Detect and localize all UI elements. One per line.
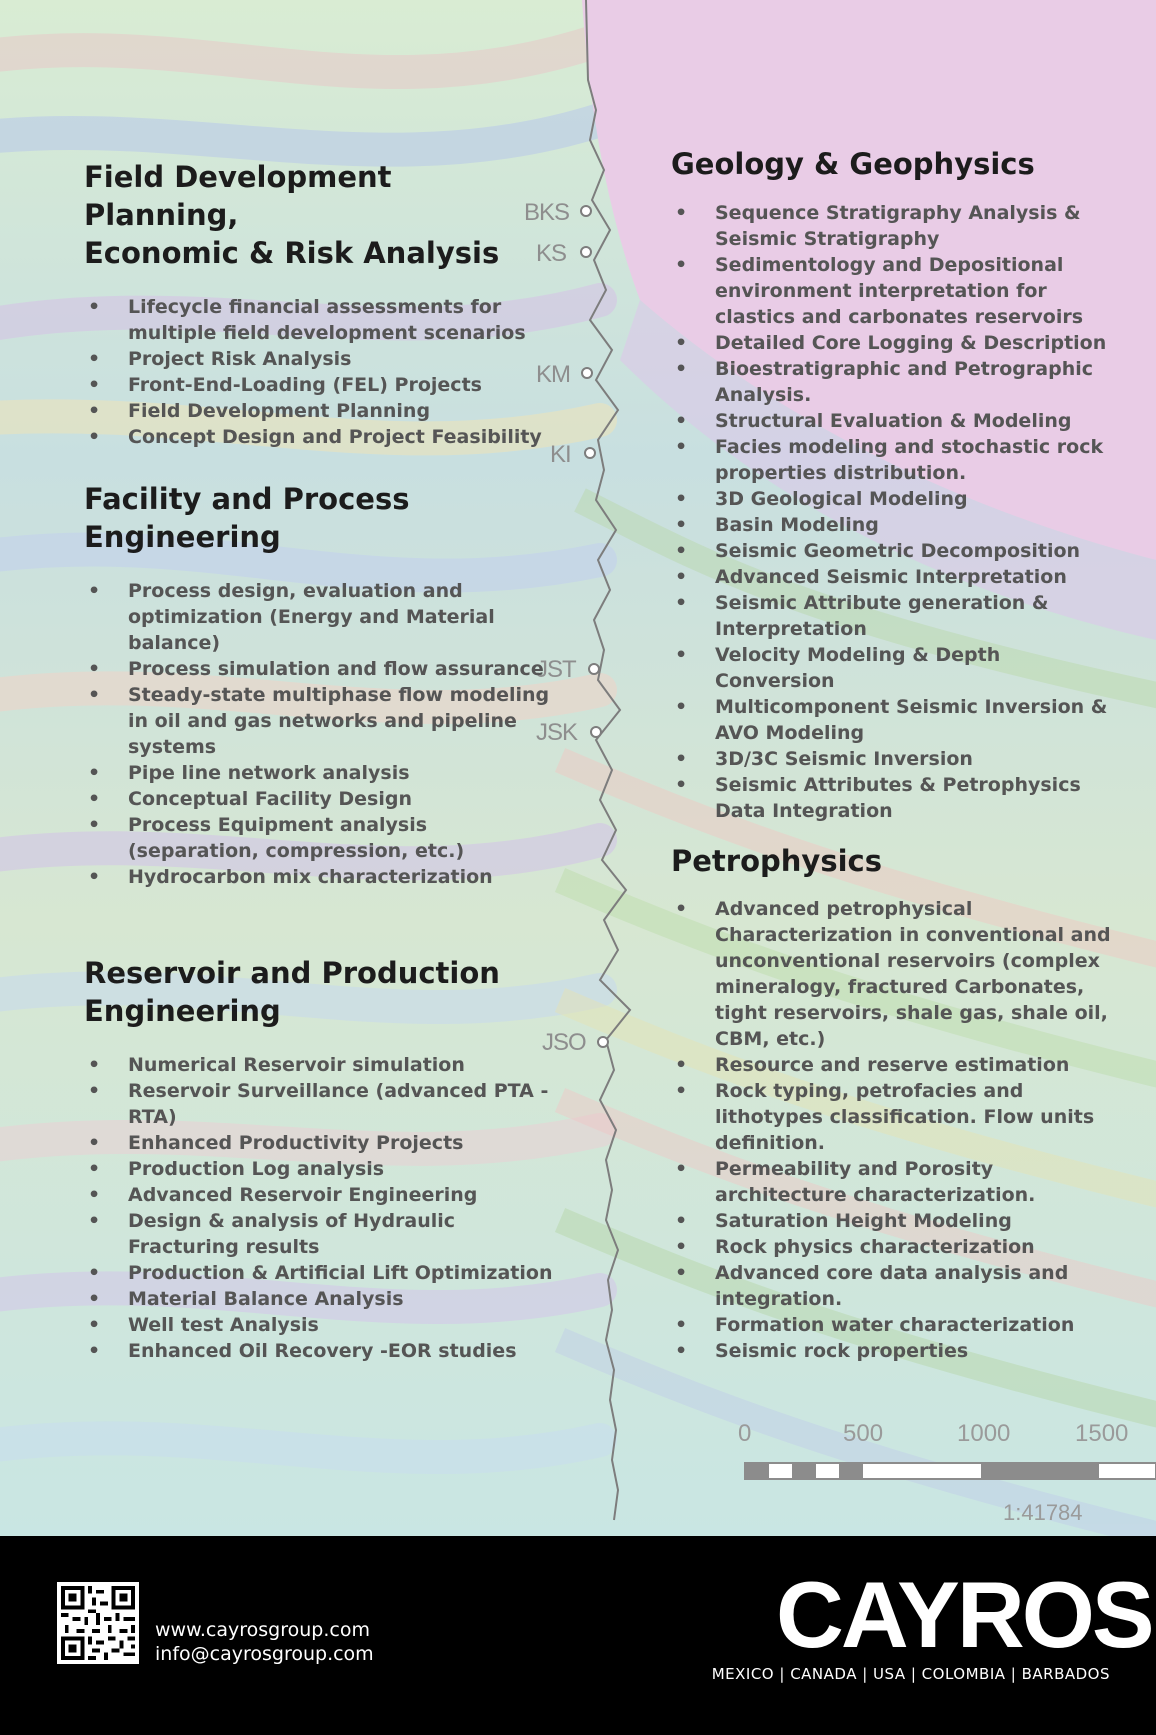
- list-item: • Sedimentology and Depositional environment interpretation for clastics and carbonates reservoirs: [671, 252, 1111, 330]
- brand-logo: CAYROS: [776, 1562, 1152, 1667]
- list-item: • Enhanced Oil Recovery -EOR studies: [84, 1338, 554, 1364]
- list-item: • Seismic Geometric Decomposition: [671, 538, 1111, 564]
- bullet-list: [671, 200, 1111, 824]
- title-line: Economic & Risk Analysis: [84, 236, 500, 270]
- bullet-list: [84, 578, 554, 890]
- section-title: [84, 954, 554, 1030]
- list-item: • Advanced petrophysical Characterization in conventional and unconventional reservoirs (complex mineralogy, fractured Carbonates, tight reservoirs, shale gas, shale oil, CBM, etc.): [671, 896, 1111, 1052]
- list-item: • Reservoir Surveillance (advanced PTA - RTA): [84, 1078, 554, 1130]
- bullet-list: [671, 896, 1111, 1364]
- list-item: • Permeability and Porosity architecture characterization.: [671, 1156, 1111, 1208]
- section-title: [84, 480, 554, 556]
- list-item: • Saturation Height Modeling: [671, 1208, 1111, 1234]
- scale-tick: 1000: [957, 1420, 1011, 1447]
- list-item: • Structural Evaluation & Modeling: [671, 408, 1111, 434]
- list-item: • Hydrocarbon mix characterization: [84, 864, 554, 890]
- list-item: • Well test Analysis: [84, 1312, 554, 1338]
- list-item: • Multicomponent Seismic Inversion & AVO Modeling: [671, 694, 1111, 746]
- well-marker: KI: [550, 441, 571, 468]
- well-marker: JST: [536, 656, 576, 683]
- list-item: • Production Log analysis: [84, 1156, 554, 1182]
- title-line: Reservoir and Production: [84, 956, 500, 990]
- list-item: • Velocity Modeling & Depth Conversion: [671, 642, 1111, 694]
- well-marker: BKS: [524, 199, 570, 226]
- list-item: • Advanced core data analysis and integration.: [671, 1260, 1111, 1312]
- list-item: • Process design, evaluation and optimization (Energy and Material balance): [84, 578, 554, 656]
- list-item: • Front-End-Loading (FEL) Projects: [84, 372, 554, 398]
- list-item: • Field Development Planning: [84, 398, 554, 424]
- list-item: • Bioestratigraphic and Petrographic Analysis.: [671, 356, 1111, 408]
- list-item: • Formation water characterization: [671, 1312, 1111, 1338]
- title-line: Engineering: [84, 520, 281, 554]
- section-reservoir-production: [84, 954, 554, 1364]
- scale-tick: 0: [738, 1420, 752, 1447]
- section-title: Geology & Geophysics: [671, 147, 1035, 181]
- list-item: • Pipe line network analysis: [84, 760, 554, 786]
- list-item: • Rock physics characterization: [671, 1234, 1111, 1260]
- list-item: • Steady-state multiphase flow modeling in oil and gas networks and pipeline systems: [84, 682, 554, 760]
- well-marker: KS: [536, 240, 567, 267]
- list-item: • Design & analysis of Hydraulic Fracturing results: [84, 1208, 554, 1260]
- well-marker: KM: [536, 361, 570, 388]
- well-marker: JSO: [542, 1029, 586, 1056]
- bullet-list: [84, 1052, 554, 1364]
- list-item: • Numerical Reservoir simulation: [84, 1052, 554, 1078]
- list-item: • Process simulation and flow assurance: [84, 656, 554, 682]
- list-item: • Conceptual Facility Design: [84, 786, 554, 812]
- email-link[interactable]: info@cayrosgroup.com: [155, 1643, 374, 1665]
- list-item: • Seismic Attribute generation & Interpretation: [671, 590, 1111, 642]
- list-item: • Concept Design and Project Feasibility: [84, 424, 554, 450]
- scale-tick: 500: [843, 1420, 884, 1447]
- list-item: • Seismic Attributes & Petrophysics Data Integration: [671, 772, 1111, 824]
- section-facility-process: [84, 480, 554, 890]
- list-item: • Sequence Stratigraphy Analysis & Seismic Stratigraphy: [671, 200, 1111, 252]
- title-line: Facility and Process: [84, 482, 410, 516]
- list-item: • 3D/3C Seismic Inversion: [671, 746, 1111, 772]
- scale-tick: 1500: [1075, 1420, 1129, 1447]
- section-title: Petrophysics: [671, 844, 882, 878]
- list-item: • Advanced Seismic Interpretation: [671, 564, 1111, 590]
- list-item: • 3D Geological Modeling: [671, 486, 1111, 512]
- section-title: [84, 158, 554, 272]
- website-link[interactable]: www.cayrosgroup.com: [155, 1619, 370, 1641]
- list-item: • Detailed Core Logging & Description: [671, 330, 1111, 356]
- list-item: • Facies modeling and stochastic rock properties distribution.: [671, 434, 1111, 486]
- list-item: • Advanced Reservoir Engineering: [84, 1182, 554, 1208]
- section-geology-geophysics: [671, 145, 1111, 824]
- section-field-development: [84, 158, 554, 450]
- list-item: • Lifecycle financial assessments for multiple field development scenarios: [84, 294, 554, 346]
- list-item: • Resource and reserve estimation: [671, 1052, 1111, 1078]
- qr-code-icon: [57, 1582, 139, 1664]
- list-item: • Basin Modeling: [671, 512, 1111, 538]
- list-item: • Material Balance Analysis: [84, 1286, 554, 1312]
- list-item: • Project Risk Analysis: [84, 346, 554, 372]
- list-item: • Enhanced Productivity Projects: [84, 1130, 554, 1156]
- title-line: Field Development Planning,: [84, 160, 392, 232]
- section-petrophysics: [671, 842, 1111, 1364]
- title-line: Engineering: [84, 994, 281, 1028]
- list-item: • Seismic rock properties: [671, 1338, 1111, 1364]
- list-item: • Production & Artificial Lift Optimization: [84, 1260, 554, 1286]
- country-list: MEXICO | CANADA | USA | COLOMBIA | BARBADOS: [711, 1665, 1110, 1683]
- well-marker: JSK: [536, 719, 578, 746]
- list-item: • Process Equipment analysis (separation, compression, etc.): [84, 812, 554, 864]
- list-item: • Rock typing, petrofacies and lithotypes classification. Flow units definition.: [671, 1078, 1111, 1156]
- bullet-list: [84, 294, 554, 450]
- scale-ratio: 1:41784: [1003, 1500, 1083, 1525]
